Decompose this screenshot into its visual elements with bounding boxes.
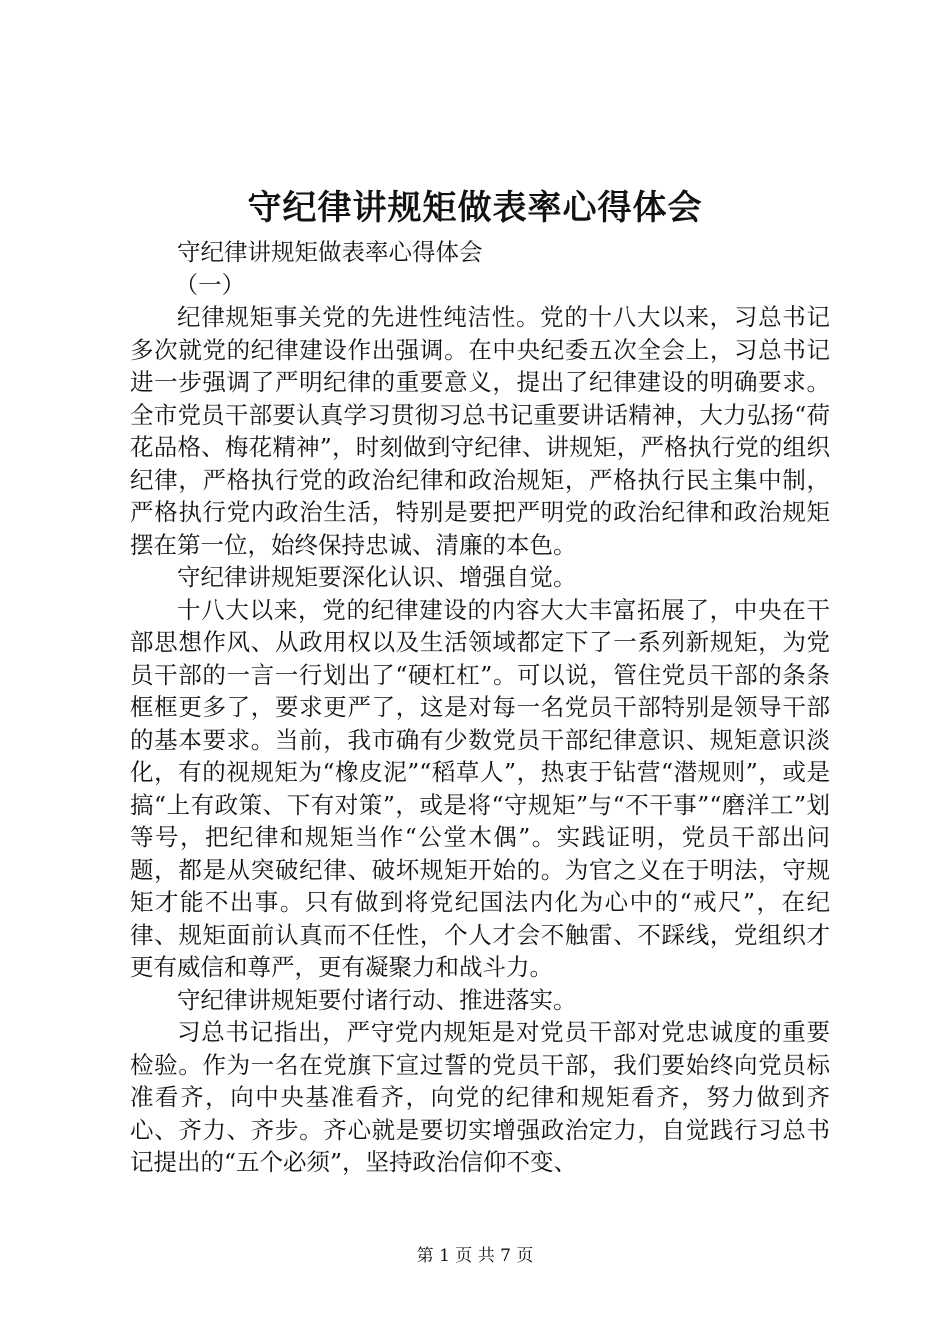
paragraph: 纪律规矩事关党的先进性纯洁性。党的十八大以来，习总书记多次就党的纪律建设作出强调。在中央纪委五次全会上，习总书记进一步强调了严明纪律的重要意义，提出了纪律建设的明确要求。全市党员干部要认真学习贯彻习总书记重要讲话精神，大力弘扬“荷花品格、梅花精神”，时刻做到守纪律、讲规矩，严格执行党的组织纪律，严格执行党的政治纪律和政治规矩，严格执行民主集中制，严格执行党内政治生活，特别是要把严明党的政治纪律和政治规矩摆在第一位，始终保持忠诚、清廉的本色。 — [130, 303, 830, 559]
paragraph-heading: 守纪律讲规矩要付诸行动、推进落实。 — [177, 985, 577, 1014]
paragraph-heading: 守纪律讲规矩要深化认识、增强自觉。 — [177, 563, 577, 591]
document-body — [130, 236, 830, 1179]
paragraph: 习总书记指出，严守党内规矩是对党员干部对党忠诚度的重要检验。作为一名在党旗下宣过誓的党员干部，我们要始终向党员标准看齐，向中央基准看齐，向党的纪律和规矩看齐，努力做到齐心、齐力、齐步。齐心就是要切实增强政治定力，自觉践行习总书记提出的“五个必须”，坚持政治信仰不变、 — [130, 1018, 830, 1176]
paragraph-section-number: （一） — [174, 270, 246, 299]
paragraph: 十八大以来，党的纪律建设的内容大大丰富拓展了，中央在干部思想作风、从政用权以及生活领域都定下了一系列新规矩，为党员干部的一言一行划出了“硬杠杠”。可以说，管住党员干部的条条框框更多了，要求更严了，这是对每一名党员干部特别是领导干部的基本要求。当前，我市确有少数党员干部纪律意识、规矩意识淡化，有的视规矩为“橡皮泥”“稻草人”，热衷于钻营“潜规则”，或是搞“上有政策、下有对策”，或是将“守规矩”与“不干事”“磨洋工”划等号，把纪律和规矩当作“公堂木偶”。实践证明，党员干部出问题，都是从突破纪律、破坏规矩开始的。为官之义在于明法，守规矩才能不出事。只有做到将党纪国法内化为心中的“戒尺”，在纪律、规矩面前认真而不任性，个人才会不触雷、不踩线，党组织才更有威信和尊严，更有凝聚力和战斗力。 — [130, 595, 830, 981]
document-title: 守纪律讲规矩做表率心得体会 — [247, 188, 703, 228]
page-footer: 第 1 页 共 7 页 — [416, 1246, 534, 1266]
paragraph-subtitle: 守纪律讲规矩做表率心得体会 — [177, 238, 483, 266]
